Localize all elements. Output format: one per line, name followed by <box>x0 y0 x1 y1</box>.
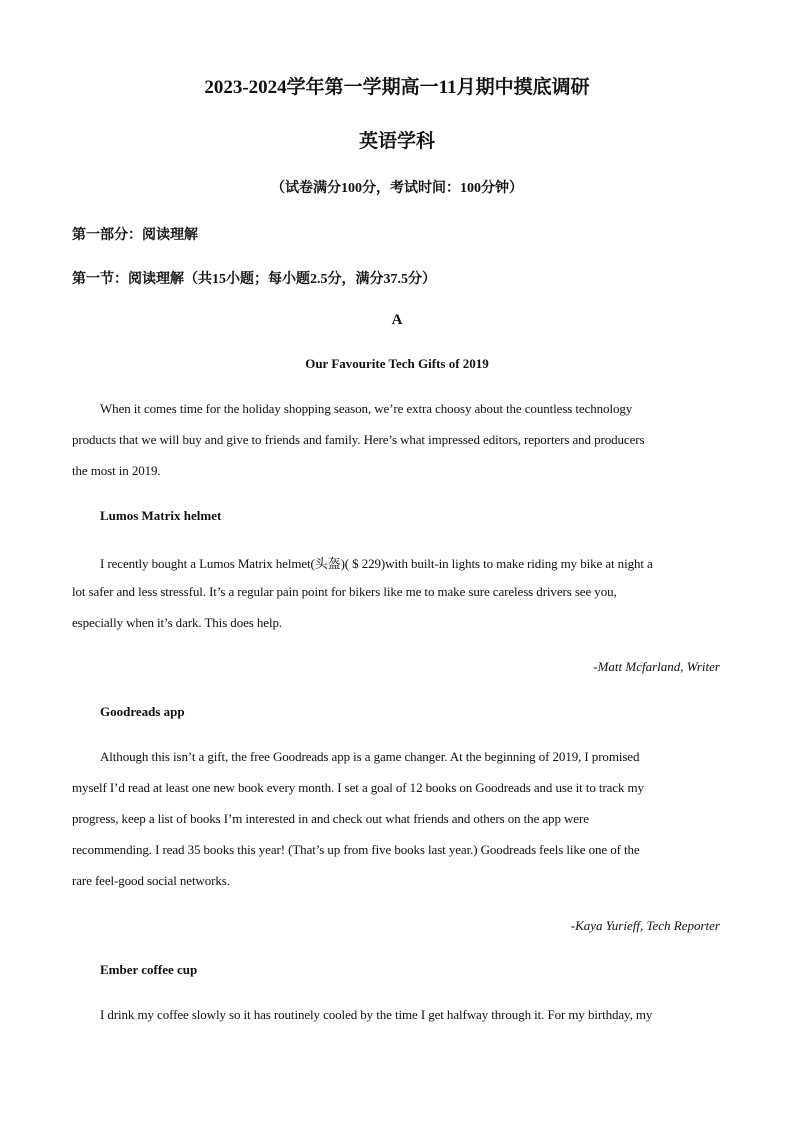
item-heading-goodreads: Goodreads app <box>100 704 185 719</box>
intro-line: products that we will buy and give to friends and family. Here’s what impressed editors, reporters and producers <box>72 432 645 447</box>
item-line: progress, keep a list of books I’m interested in and check out what friends and others on the app were <box>72 811 589 826</box>
article-title: Our Favourite Tech Gifts of 2019 <box>305 356 489 371</box>
item-line: rare feel-good social networks. <box>72 873 230 888</box>
item-line: Although this isn’t a gift, the free Goodreads app is a game changer. At the beginning of 2019, I promised <box>100 749 640 764</box>
item-heading-ember: Ember coffee cup <box>100 962 198 977</box>
section-one-label: 第一节：阅读理解（共15小题；每小题2.5分，满分37.5分） <box>72 272 436 287</box>
item-byline: -Kaya Yurieff, Tech Reporter <box>570 918 720 933</box>
item-line: recommending. I read 35 books this year! (That’s up from five books last year.) Goodreads feels like one of the <box>72 842 640 857</box>
item-line: lot safer and less stressful. It’s a regular pain point for bikers like me to make sure careless drivers see you, <box>72 584 617 599</box>
item-line: myself I’d read at least one new book every month. I set a goal of 12 books on Goodreads and use it to track my <box>72 780 644 795</box>
part-one-label: 第一部分：阅读理解 <box>72 228 198 243</box>
item-byline: -Matt Mcfarland, Writer <box>593 659 720 674</box>
item-line: I drink my coffee slowly so it has routinely cooled by the time I get halfway through it. For my birthday, my <box>100 1007 653 1022</box>
intro-line: When it comes time for the holiday shopping season, we’re extra choosy about the countless technology <box>100 401 633 416</box>
item-heading-lumos: Lumos Matrix helmet <box>100 508 222 523</box>
item-line: I recently bought a Lumos Matrix helmet(头盔)( $ 229)with built-in lights to make riding my bike at night a <box>100 556 653 571</box>
exam-title: 2023-2024学年第一学期高一11月期中摸底调研 <box>204 77 590 98</box>
exam-subject: 英语学科 <box>358 131 435 152</box>
item-line: especially when it’s dark. This does help. <box>72 615 283 630</box>
exam-note: （试卷满分100分，考试时间：100分钟） <box>271 181 523 196</box>
passage-letter: A <box>391 312 403 328</box>
intro-line: the most in 2019. <box>72 463 161 478</box>
